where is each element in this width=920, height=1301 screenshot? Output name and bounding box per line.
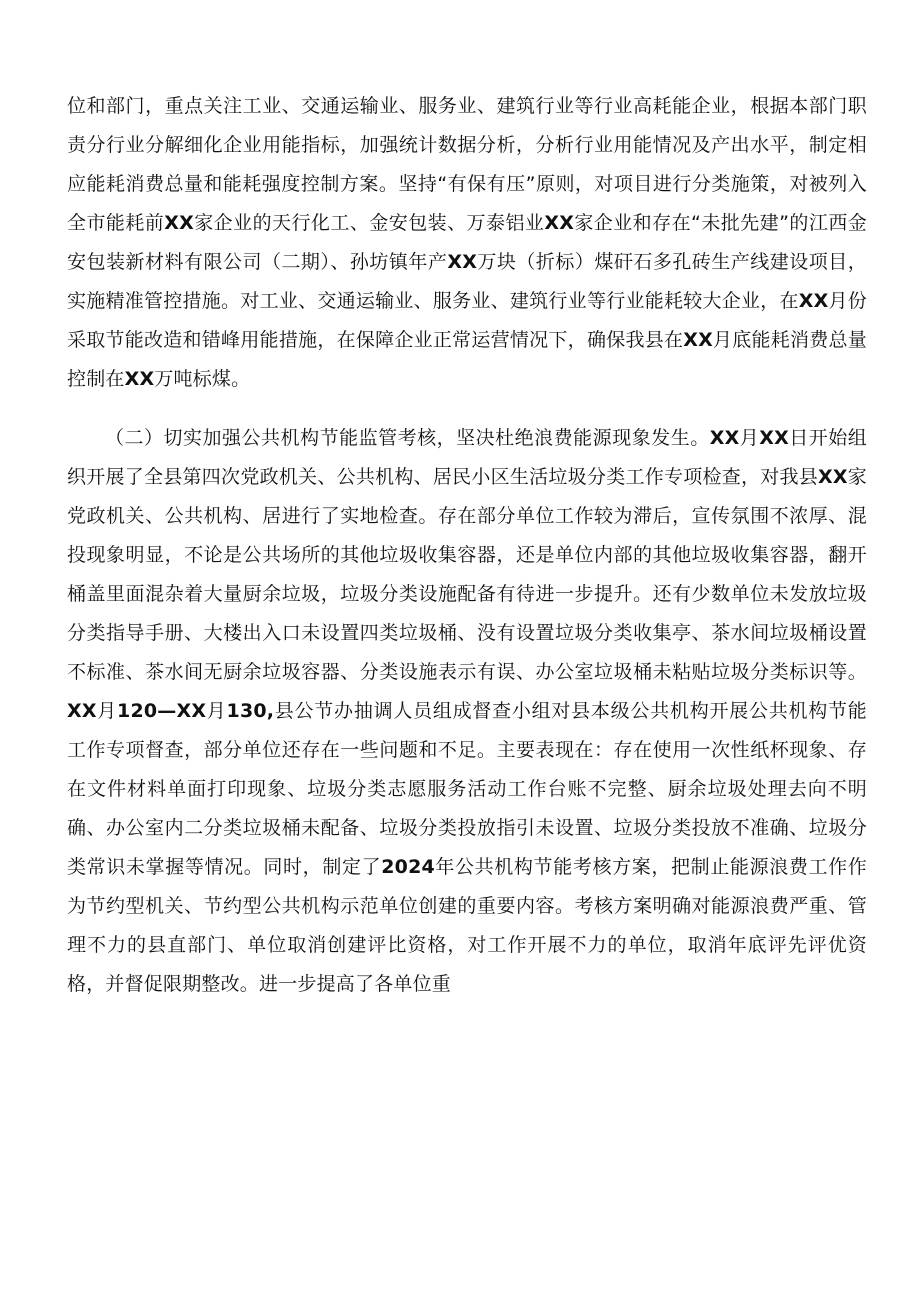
bold-text-run: 2024 [381,856,435,878]
bold-text-run: XX [544,212,575,234]
text-run: 位和部门，重点关注工业、交通运输业、服务业、建筑行业等行业高耗能企业，根据本部门职责分行业分解细化企业用能指标，加强统计数据分析，分析行业用能情况及产出水平，制定相应能耗消费总量和能耗强度控制方案。坚持“有保有压”原则，对项目进行分类施策，对被列入全市能耗前 [67,95,867,234]
text-run: 月底能耗消费总量控制在 [67,329,867,390]
text-run: 年公共机构节能考核方案，把制止能源浪费工作作为节约型机关、节约型公共机构示范单位创建的重要内容。考核方案明确对能源浪费严重、管理不力的县直部门、单位取消创建评比资格，对工作开展不力的单位，取消年底评先评优资格，并督促限期整改。进一步提高了各单位重 [67,856,867,995]
bold-text-run: XX [818,466,848,488]
text-run: 家企业和存在“未批先建”的江西金安包装新材料有限公司（二期）、孙坊镇年产 [67,212,867,273]
bold-text-run: 120—XX [117,700,207,722]
bold-text-run: XX [759,427,789,449]
paragraph-1 [67,87,867,399]
bold-text-run: XX [67,700,97,722]
text-run: 家企业的天行化工、金安包装、万泰铝业 [193,212,545,234]
bold-text-run: XX [447,251,478,273]
text-run: 万吨标煤。 [154,368,251,390]
bold-text-run: XX [124,368,155,390]
bold-text-run: XX [709,427,740,449]
bold-text-run: XX [798,290,829,312]
text-run: 家党政机关、公共机构、居进行了实地检查。存在部分单位工作较为滞后，宣传氛围不浓厚、混投现象明显，不论是公共场所的其他垃圾收集容器，还是单位内部的其他垃圾收集容器，翻开桶盖里面混杂着大量厨余垃圾，垃圾分类设施配备有待进一步提升。还有少数单位未发放垃圾分类指导手册、大楼出入口未设置四类垃圾桶、没有设置垃圾分类收集亭、茶水间垃圾桶设置不标准、茶水间无厨余垃圾容器、分类设施表示有误、办公室垃圾桶未粘贴垃圾分类标识等。 [67,466,867,683]
text-run: （二）切实加强公共机构节能监管考核，坚决杜绝浪费能源现象发生。 [105,427,710,449]
bold-text-run: 130, [226,700,275,722]
paragraph-2 [67,419,867,1004]
text-run: 月份采取节能改造和错峰用能措施，在保障企业正常运营情况下，确保我县在 [67,290,867,351]
text-run: 万块（折标）煤矸石多孔砖生产线建设项目，实施精准管控措施。对工业、交通运输业、服务业、建筑行业等行业能耗较大企业，在 [67,251,867,312]
text-run: 县公节办抽调人员组成督查小组对县本级公共机构开展公共机构节能工作专项督查，部分单位还存在一些问题和不足。主要表现在：存在使用一次性纸杯现象、存在文件材料单面打印现象、垃圾分类志愿服务活动工作台账不完整、厨余垃圾处理去向不明确、办公室内二分类垃圾桶未配备、垃圾分类投放指引未设置、垃圾分类投放不准确、垃圾分类常识未掌握等情况。同时，制定了 [67,700,867,878]
text-run: 月 [739,427,760,449]
bold-text-run: XX [164,212,194,234]
document-body [67,87,867,1004]
text-run: 日开始组织开展了全县第四次党政机关、公共机构、居民小区生活垃圾分类工作专项检查，对我县 [67,427,867,488]
text-run: 月 [96,700,118,722]
bold-text-run: XX [683,329,713,351]
text-run: 月 [206,700,227,722]
